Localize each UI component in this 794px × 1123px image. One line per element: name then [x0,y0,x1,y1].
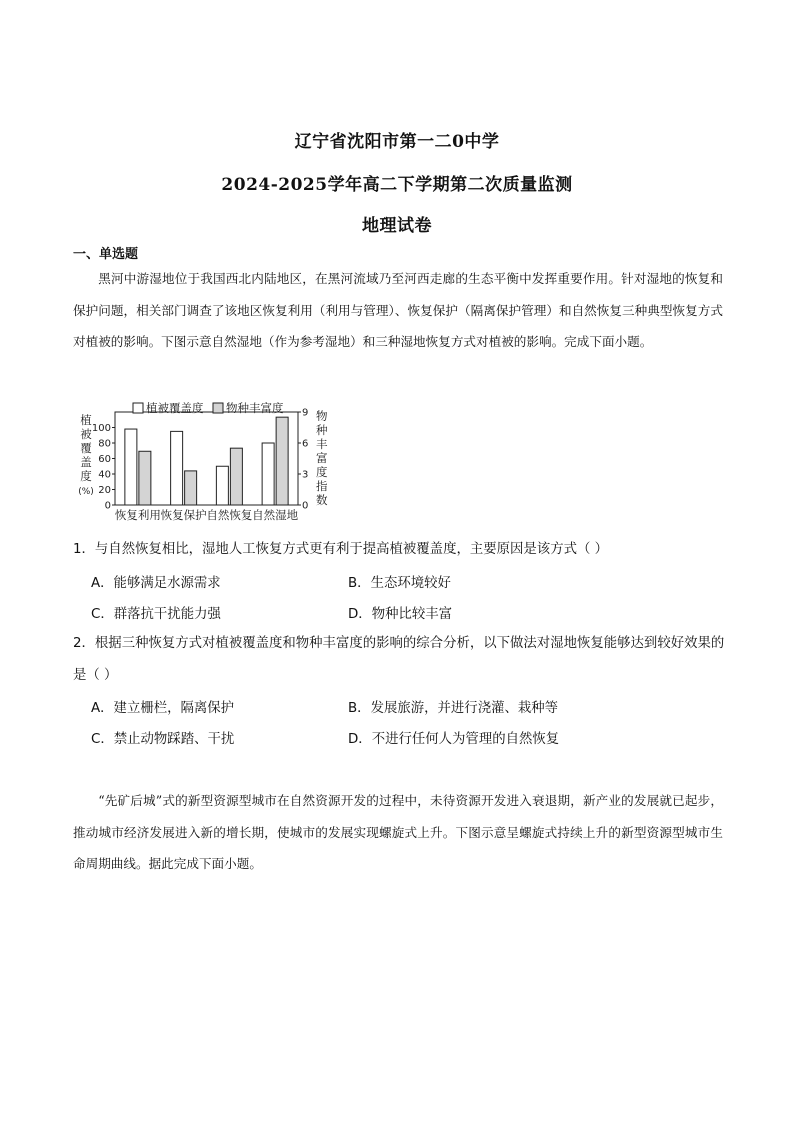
subject-title: 地理试卷 [362,216,432,236]
legend-swatch-vegetation [133,403,143,413]
category-label: 恢复利用 [114,508,161,522]
question-2-number: 2． [73,636,95,651]
right-tick-label: 0 [302,500,309,512]
question-1 [73,534,733,566]
q1-option-a[interactable]: A．能够满足水源需求 [91,576,221,591]
bar-species-richness [276,417,288,505]
q1-option-b[interactable]: B．生态环境较好 [348,576,451,591]
left-tick-label: 80 [98,438,111,450]
category-label: 自然湿地 [252,508,299,522]
passage-2-text: “先矿后城”式的新型资源型城市在自然资源开发的过程中，未待资源开发进入衰退期，新产业的发展就已起步，推动城市经济发展进入新的增长期，使城市的发展实现螺旋式上升。下图示意呈螺旋式持续上升的新型资源型城市生命周期曲线。据此完成下面小题。 [73,793,723,871]
legend-swatch-species [213,403,223,413]
left-tick-label: 100 [91,423,111,434]
question-1-number: 1． [73,542,95,557]
bar-vegetation-coverage [262,443,274,505]
right-axis-label-char: 富 [316,451,328,465]
bar-species-richness [139,451,151,505]
q2-option-c[interactable]: C．禁止动物踩踏、干扰 [91,732,235,747]
left-axis-label-char: 被 [80,427,92,441]
q1-option-c[interactable]: C．群落抗干扰能力强 [91,607,221,622]
bar-vegetation-coverage [216,466,228,505]
left-tick-label: 40 [98,469,111,481]
q2-option-a[interactable]: A．建立栅栏，隔离保护 [91,701,235,716]
section-title: 一、单选题 [73,247,139,262]
q2-option-b[interactable]: B．发展旅游，并进行浇灌、栽种等 [348,701,559,716]
q2-option-d[interactable]: D．不进行任何人为管理的自然恢复 [348,732,560,747]
left-tick-label: 0 [104,500,111,512]
vegetation-chart [70,400,328,522]
left-tick-label: 60 [98,454,111,465]
left-axis-label-char: (%) [78,487,94,497]
question-2-stem: 根据三种恢复方式对植被覆盖度和物种丰富度的影响的综合分析，以下做法对湿地恢复能够达到较好效果的是（ ） [73,636,725,683]
category-label: 恢复保护 [160,508,207,522]
left-axis-label-char: 盖 [80,455,92,469]
left-axis-label-char: 覆 [80,441,92,455]
category-label: 自然恢复 [206,508,253,522]
left-axis-label-char: 度 [80,469,92,483]
right-tick-label: 3 [302,469,309,481]
right-axis-label-char: 物 [316,409,328,423]
right-axis-label-char: 丰 [316,437,328,451]
bar-vegetation-coverage [125,429,137,505]
right-axis-label-char: 种 [316,423,328,437]
left-axis-label-char: 植 [80,413,92,427]
right-tick-label: 9 [302,407,309,419]
legend-label-species: 物种丰富度 [226,401,284,415]
school-name: 辽宁省沈阳市第一二0中学 [294,132,500,152]
question-1-stem: 与自然恢复相比，湿地人工恢复方式更有利于提高植被覆盖度，主要原因是该方式（ ） [94,542,609,557]
passage-1 [73,263,723,358]
right-axis-label-char: 指 [316,479,328,493]
question-2 [73,628,733,691]
bar-species-richness [185,471,197,505]
legend-label-vegetation: 植被覆盖度 [146,401,204,415]
right-tick-label: 6 [302,438,309,450]
right-axis-label-char: 度 [316,465,328,479]
right-axis-label-char: 数 [316,493,328,507]
bar-vegetation-coverage [171,431,183,505]
passage-2 [73,785,723,880]
q1-option-d[interactable]: D．物种比较丰富 [348,607,453,622]
exam-title: 2024-2025学年高二下学期第二次质量监测 [221,175,573,195]
bar-species-richness [230,448,242,505]
passage-1-text: 黑河中游湿地位于我国西北内陆地区，在黑河流域乃至河西走廊的生态平衡中发挥重要作用。针对湿地的恢复和保护问题，相关部门调查了该地区恢复利用（利用与管理）、恢复保护（隔离保护管理）和自然恢复三种典型恢复方式对植被的影响。下图示意自然湿地（作为参考湿地）和三种湿地恢复方式对植被的影响。完成下面小题。 [73,271,723,349]
left-tick-label: 20 [98,485,111,496]
